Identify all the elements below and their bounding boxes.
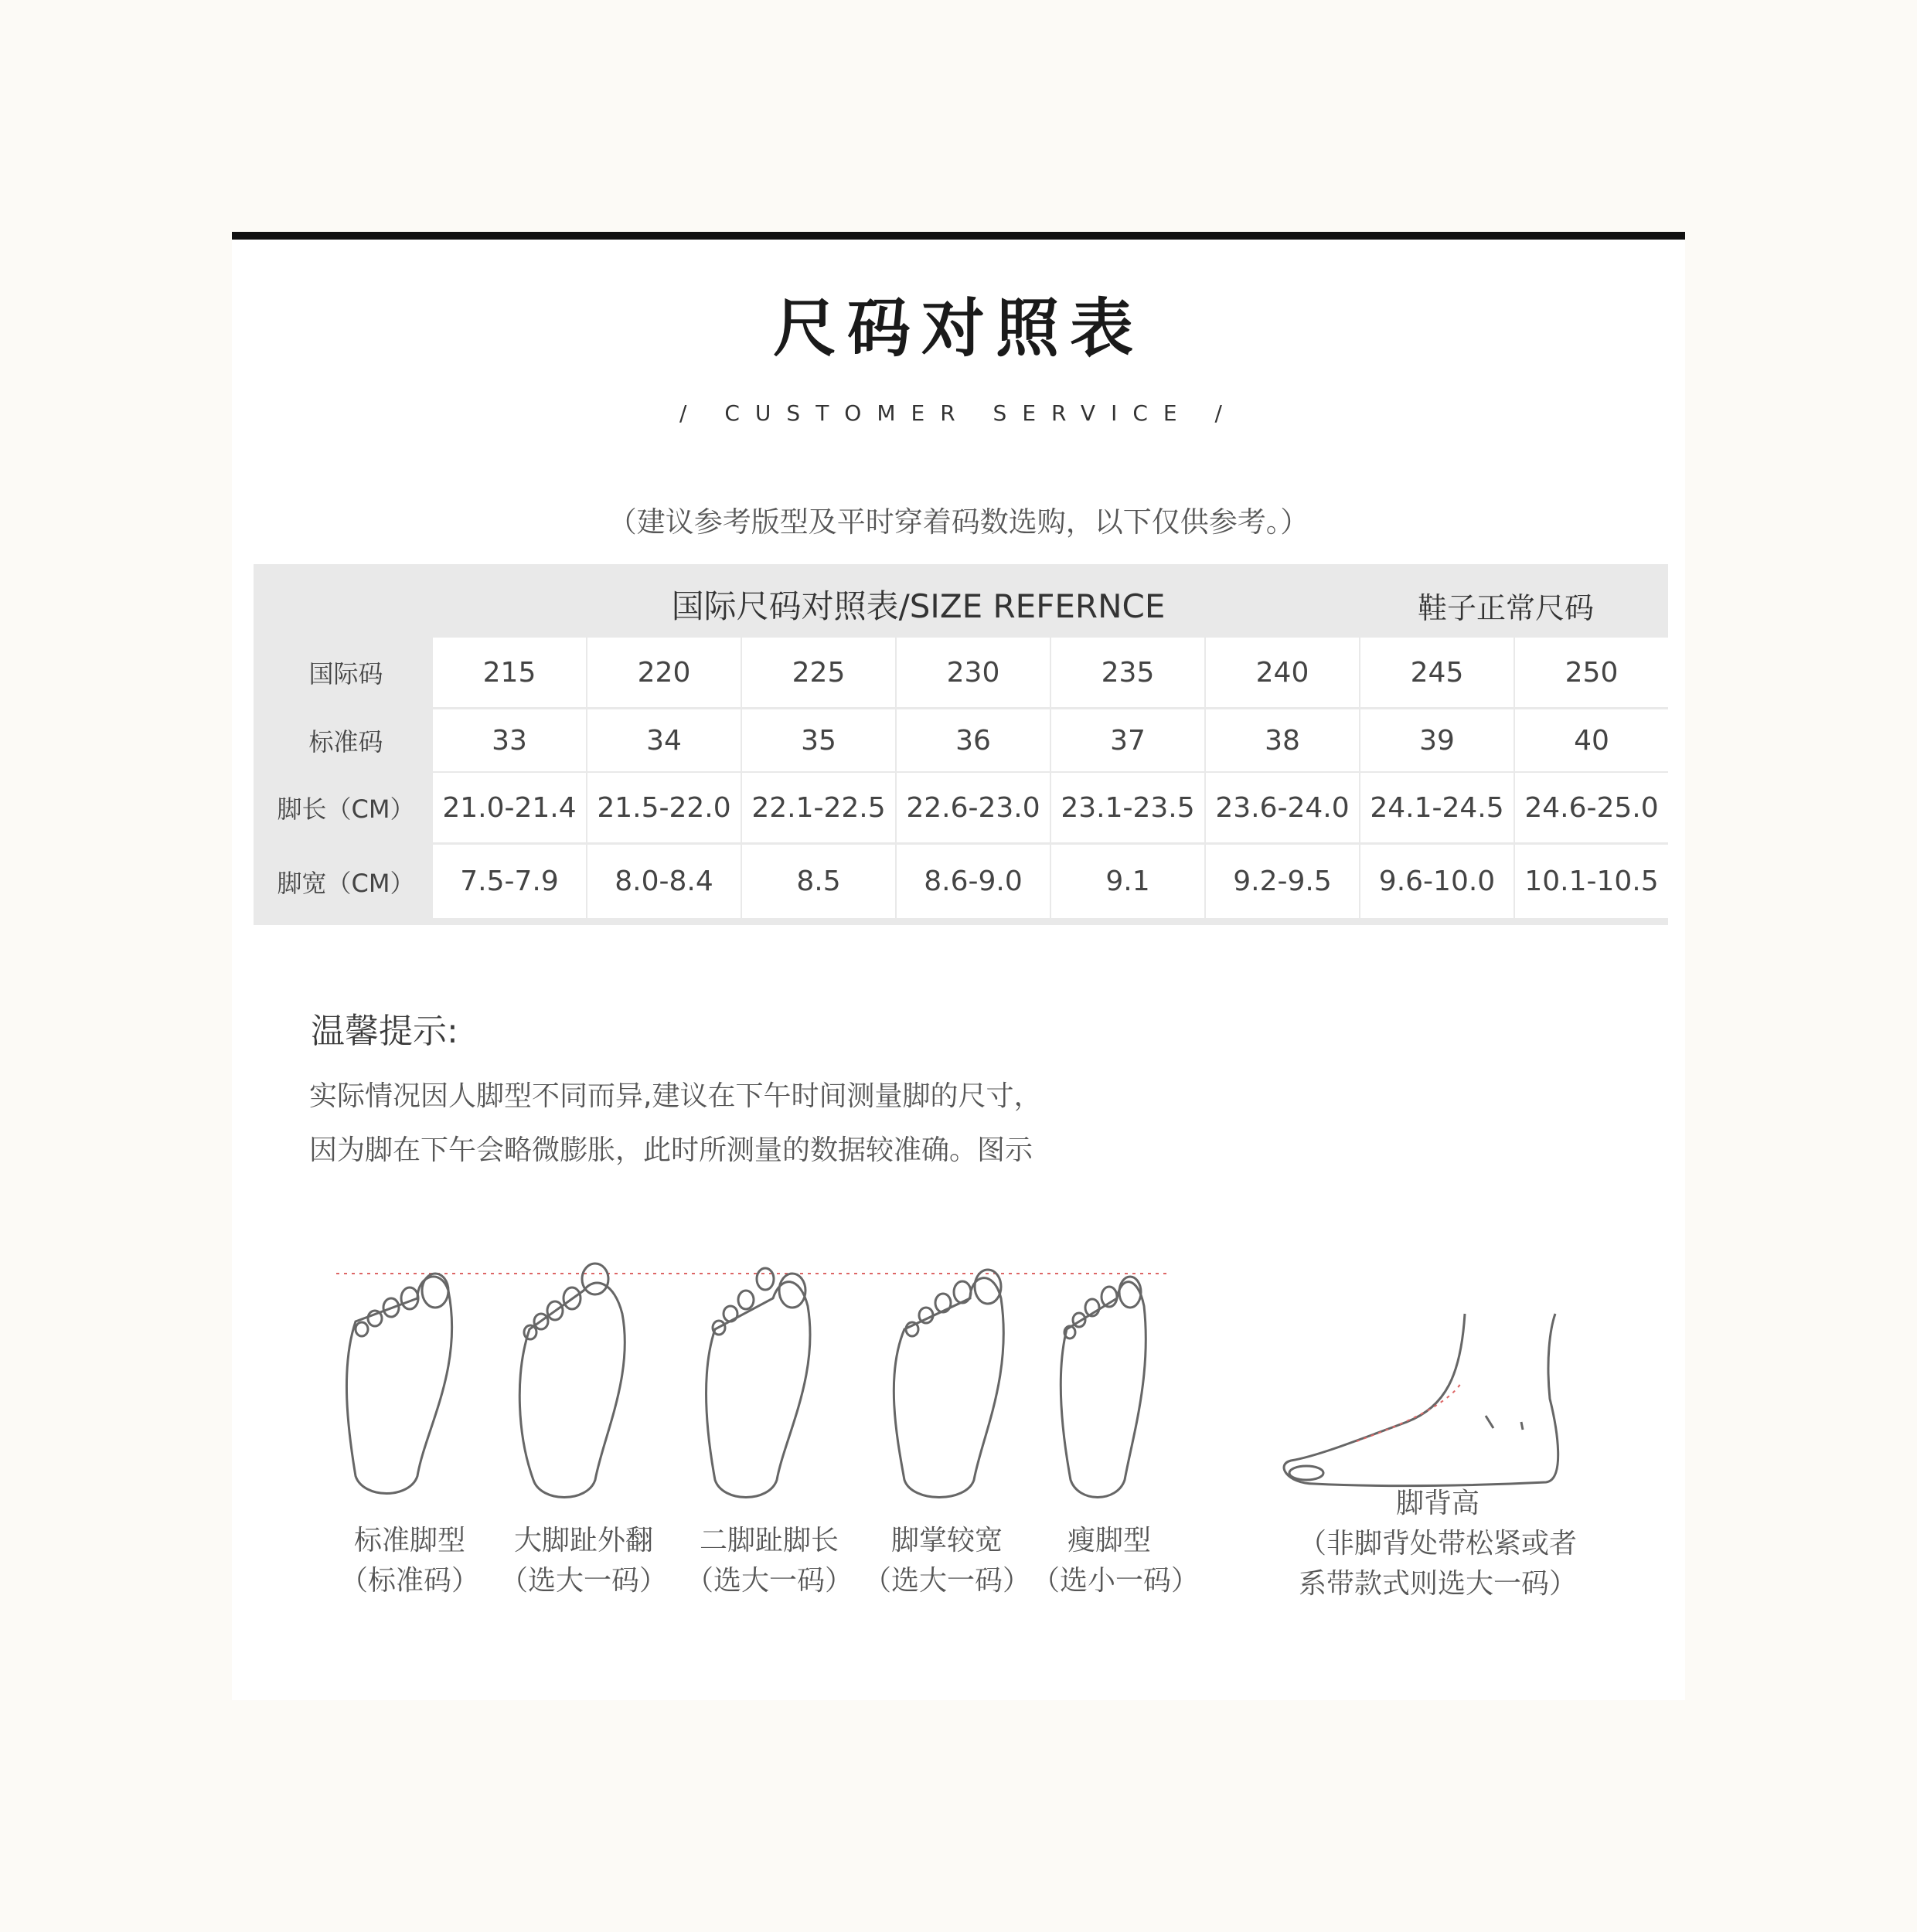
size-cell: 23.6-24.0	[1206, 773, 1359, 842]
top-divider	[232, 232, 1685, 240]
foot-type-advice: （选小一码）	[1032, 1565, 1200, 1597]
size-cell: 39	[1360, 709, 1514, 771]
foot-type-name: 标准脚型	[353, 1525, 465, 1556]
foot-type-name: 瘦脚型	[1067, 1525, 1151, 1556]
size-row-label: 脚宽（CM）	[277, 868, 415, 898]
size-cell: 10.1-10.5	[1515, 845, 1668, 918]
foot-long-second-toe-icon	[706, 1268, 810, 1498]
instep-advice-line-2: 系带款式则选大一码）	[1298, 1568, 1577, 1600]
size-cell: 38	[1206, 709, 1359, 771]
instep-advice-line-1: （非脚背处带松紧或者	[1298, 1528, 1577, 1560]
size-table	[254, 564, 1668, 925]
foot-type-advice: （选大一码）	[499, 1565, 667, 1597]
size-row-label: 脚长（CM）	[277, 794, 415, 824]
size-cell: 24.1-24.5	[1360, 773, 1514, 842]
size-cell: 23.1-23.5	[1051, 773, 1204, 842]
foot-type-name: 二脚趾脚长	[699, 1525, 839, 1556]
size-cell: 21.0-21.4	[433, 773, 586, 842]
size-cell: 37	[1051, 709, 1204, 771]
size-cell: 225	[742, 638, 895, 707]
size-cell: 9.6-10.0	[1360, 845, 1514, 918]
foot-type-name: 脚掌较宽	[890, 1525, 1003, 1556]
size-cell: 21.5-22.0	[587, 773, 741, 842]
size-cell: 245	[1360, 638, 1514, 707]
foot-bunion-icon	[519, 1264, 625, 1498]
size-table-caption: 国际尺码对照表/SIZE REFERNCE	[671, 587, 1166, 625]
tips-line-2: 因为脚在下午会略微膨胀，此时所测量的数据较准确。图示	[309, 1134, 1033, 1166]
page-title: 尺码对照表	[772, 292, 1144, 366]
size-cell: 235	[1051, 638, 1204, 707]
foot-type-name: 大脚趾外翻	[513, 1525, 653, 1556]
foot-type-advice: （标准码）	[339, 1565, 479, 1597]
instep-name: 脚背高	[1395, 1488, 1479, 1519]
size-row-label: 标准码	[308, 727, 383, 757]
size-guide-card	[232, 232, 1685, 1700]
foot-outlines	[232, 1244, 1685, 1507]
size-table-side-caption: 鞋子正常尺码	[1417, 591, 1594, 625]
foot-type-advice: （选大一码）	[685, 1565, 853, 1597]
foot-high-instep-icon	[1284, 1314, 1558, 1486]
foot-type-standard	[332, 1521, 487, 1601]
foot-type-bunion	[499, 1521, 669, 1601]
size-cell: 33	[433, 709, 586, 771]
page-subtitle: / CUSTOMER SERVICE /	[679, 400, 1238, 426]
size-cell: 230	[897, 638, 1050, 707]
size-cell: 250	[1515, 638, 1668, 707]
size-cell: 36	[897, 709, 1050, 771]
size-cell: 8.5	[742, 845, 895, 918]
foot-wide-icon	[894, 1270, 1003, 1498]
size-row-label: 国际码	[308, 659, 383, 689]
size-cell: 8.6-9.0	[897, 845, 1050, 918]
foot-type-long-second-toe	[680, 1521, 858, 1601]
foot-type-narrow	[1032, 1521, 1200, 1601]
foot-type-advice: （选大一码）	[863, 1565, 1030, 1597]
size-cell: 9.1	[1051, 845, 1204, 918]
size-cell: 40	[1515, 709, 1668, 771]
foot-type-high-instep	[1268, 1484, 1608, 1604]
size-cell: 22.1-22.5	[742, 773, 895, 842]
size-cell: 9.2-9.5	[1206, 845, 1359, 918]
size-cell: 24.6-25.0	[1515, 773, 1668, 842]
foot-narrow-icon	[1061, 1277, 1146, 1498]
size-cell: 22.6-23.0	[897, 773, 1050, 842]
tips-title: 温馨提示:	[311, 1012, 458, 1051]
size-cell: 8.0-8.4	[587, 845, 741, 918]
size-cell: 34	[587, 709, 741, 771]
foot-type-illustrations	[232, 1244, 1685, 1677]
size-cell: 215	[433, 638, 586, 707]
foot-standard-icon	[346, 1274, 451, 1494]
foot-type-wide	[862, 1521, 1032, 1601]
size-cell: 35	[742, 709, 895, 771]
size-cell: 240	[1206, 638, 1359, 707]
reference-note: （建议参考版型及平时穿着码数选购，以下仅供参考。）	[608, 505, 1309, 539]
size-cell: 220	[587, 638, 741, 707]
size-cell: 7.5-7.9	[433, 845, 586, 918]
tips-line-1: 实际情况因人脚型不同而异,建议在下午时间测量脚的尺寸，	[309, 1080, 1042, 1112]
